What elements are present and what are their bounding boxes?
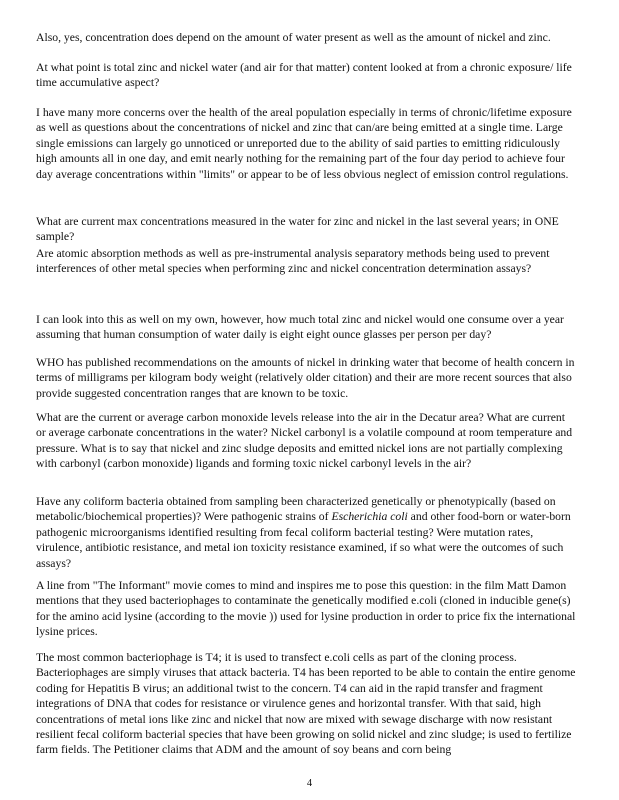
paragraph-carbon-monoxide-question: What are the current or average carbon monoxide levels release into the air in the Decatur area? What are current or average carbonate concentrations in the water? Nickel carbonyl is a volatile compound at room temperature and pressure. What is to say that nickel and zinc sludge deposits and emitted nickel ions are not partially complexing with carbonyl (carbon monoxide) ligands and forming toxic nickel carbonyl levels in the air? <box>36 411 573 471</box>
coliform-species-name-italic: Escherichia coli <box>331 510 408 524</box>
paragraph-who-recommendations: WHO has published recommendations on the amounts of nickel in drinking water that become of health concern in terms of milligrams per kilogram body weight (relatively older citation) and their are more recent sources that also provide suggested concentration ranges that are known to be toxic. <box>36 356 575 400</box>
paragraph-health-concerns: I have many more concerns over the health of the areal population especially in terms of chronic/lifetime exposure as well as questions about the concentrations of nickel and zinc that can/are being emitted at a single time. Large single emissions can largely go unnoticed or unreported due to the ability of said parties to emitting ridiculously high amounts all in one day, and emit nearly nothing for the remaining part of the four day period to achieve four day average concentrations within "limits" or appear to be of less obvious neglect of emission control regulations. <box>36 106 572 181</box>
coliform-text-after-italic: and other food-born or water-born pathogenic microorganisms identified resulting from fecal coliform bacterial testing? Were mutation rates, virulence, antibiotic resistance, and metal ion toxicity resistance examined, if so what were the outcomes of such assays? <box>36 510 571 570</box>
paragraph-chronic-exposure-question: At what point is total zinc and nickel water (and air for that matter) content looked at from a chronic exposure/ life time accumulative aspect? <box>36 61 572 90</box>
paragraph-informant-movie: A line from "The Informant" movie comes to mind and inspires me to pose this question: in the film Matt Damon mentions that they used bacteriophages to contaminate the genetically modified e.coli (cloned in inducible gene(s) for the amino acid lysine (according to the movie )) used for lysine production in order to price fix the international lysine prices. <box>36 579 576 639</box>
paragraph-concentration-note: Also, yes, concentration does depend on the amount of water present as well as the amount of nickel and zinc. <box>36 31 551 44</box>
paragraph-bacteriophage-t4: The most common bacteriophage is T4; it is used to transfect e.coli cells as part of the cloning process. Bacteriophages are simply viruses that attack bacteria. T4 has been reported to be able to contain the entire genome coding for Hepatitis B virus; an additional twist to the concern. T4 can aid in the rapid transfer and fragment integrations of DNA that codes for resistance or virulence genes and horizontal transfer. With that said, high concentrations of metal ions like zinc and nickel that now are mixed with sewage discharge with now resistant resilient fecal coliform bacterial species that have been growing on solid nickel and zinc sludge; is used to fertilize farm fields. The Petitioner claims that ADM and the amount of soy beans and corn being <box>36 651 576 757</box>
paragraph-total-consumption-question: I can look into this as well on my own, however, how much total zinc and nickel would one consume over a year assuming that human consumption of water daily is eight eight ounce glasses per person per day? <box>36 313 564 342</box>
paragraph-atomic-absorption-question: Are atomic absorption methods as well as pre-instrumental analysis separatory methods being used to prevent interferences of other metal species when performing zinc and nickel concentration determination assays? <box>36 247 550 276</box>
coliform-text-before-italic: Have any coliform bacteria obtained from sampling been characterized genetically or phenotypically (based on metabolic/biochemical properties)? Were pathogenic strains of <box>36 495 556 524</box>
page-number: 4 <box>306 778 313 789</box>
paragraph-max-concentrations-question: What are current max concentrations measured in the water for zinc and nickel in the last several years; in ONE sample? <box>36 215 559 244</box>
paragraph-coliform-bacteria-question <box>36 494 576 571</box>
